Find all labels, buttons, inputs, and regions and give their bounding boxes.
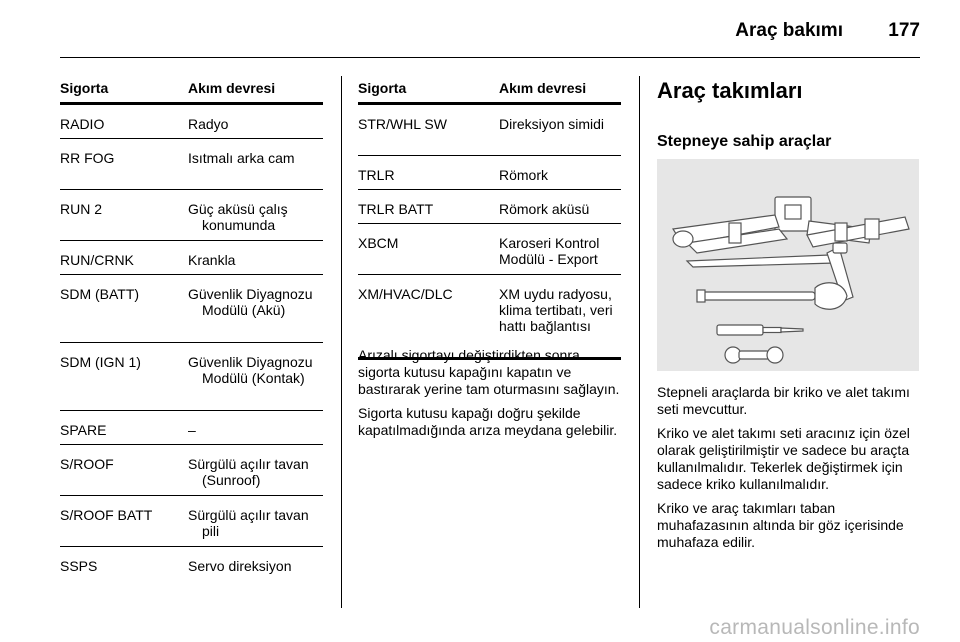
wrench-icon — [725, 347, 783, 363]
circuit-name: Güç aküsü çalış konumunda — [188, 201, 288, 233]
circuit-name: Römork — [499, 167, 549, 183]
table-row — [358, 156, 621, 190]
table-row — [60, 105, 323, 139]
circuit-name: Krankla — [188, 252, 236, 268]
circuit-name: – — [188, 422, 196, 438]
page-header — [60, 18, 920, 58]
paragraph: Stepneli araçlarda bir kriko ve alet takımı seti mevcuttur. — [657, 384, 910, 417]
scissor-jack-icon — [673, 197, 909, 253]
fuse-name: S/ROOF BATT — [60, 507, 153, 523]
table-row — [358, 105, 621, 156]
fuse-name: RUN 2 — [60, 201, 103, 217]
fuse-name: RR FOG — [60, 150, 115, 166]
fuse-name: SDM (BATT) — [60, 286, 140, 302]
circuit-name: Güvenlik Diyagnozu Modülü (Kontak) — [188, 354, 313, 386]
paragraph: Arızalı sigortayı değiştirdikten sonra sigorta kutusu kapağını kapatın ve bastırarak yerine tam oturmasını sağlayın. — [358, 347, 620, 397]
table-row — [358, 190, 621, 224]
table-row — [60, 496, 323, 547]
table-row — [358, 224, 621, 275]
header-title: Araç bakımı — [735, 20, 843, 41]
paragraph: Kriko ve araç takımları taban muhafazasının altında bir göz içerisinde muhafaza edilir. — [657, 500, 904, 550]
section-title: Araç takımları — [657, 78, 803, 103]
table-row — [60, 547, 323, 598]
fuse-name: TRLR BATT — [358, 201, 434, 217]
table-header — [358, 80, 621, 105]
header-circuit: Akım devresi — [188, 80, 276, 96]
column-divider — [639, 76, 640, 608]
fuse-table-left — [60, 80, 323, 598]
fuse-box-instructions — [358, 347, 620, 446]
header-fuse: Sigorta — [358, 80, 407, 96]
table-row — [60, 275, 323, 343]
fuse-name: RADIO — [60, 116, 105, 132]
screwdriver-icon — [717, 325, 803, 335]
column-divider — [341, 76, 342, 608]
towing-eye-icon — [697, 283, 847, 310]
circuit-name: Römork aküsü — [499, 201, 590, 217]
jack-tools-description — [657, 384, 919, 558]
circuit-name: Servo direksiyon — [188, 558, 292, 574]
jack-tools-illustration — [657, 159, 919, 371]
page-number: 177 — [888, 20, 920, 41]
circuit-name: Sürgülü açılır tavan (Sunroof) — [188, 456, 309, 488]
fuse-name: RUN/CRNK — [60, 252, 134, 268]
circuit-name: Direksiyon simidi — [499, 116, 605, 132]
header-circuit: Akım devresi — [499, 80, 587, 96]
fuse-name: S/ROOF — [60, 456, 114, 472]
fuse-name: SSPS — [60, 558, 98, 574]
subsection-title: Stepneye sahip araçlar — [657, 133, 832, 150]
table-row — [60, 241, 323, 275]
circuit-name: Karoseri Kontrol Modülü - Export — [499, 235, 600, 267]
fuse-name: SPARE — [60, 422, 107, 438]
circuit-name: Radyo — [188, 116, 229, 132]
fuse-table-right — [358, 80, 621, 360]
fuse-name: XBCM — [358, 235, 399, 251]
fuse-name: TRLR — [358, 167, 395, 183]
paragraph: Kriko ve alet takımı seti aracınız için özel olarak geliştirilmiştir ve sadece bu araçta kullanılmalıdır. Tekerlek değiştirmek için sadece kriko kullanılmalıdır. — [657, 425, 910, 492]
table-header — [60, 80, 323, 105]
jack-tools-image — [657, 159, 919, 371]
fuse-name: SDM (IGN 1) — [60, 354, 141, 370]
table-row — [60, 411, 323, 445]
fuse-name: XM/HVAC/DLC — [358, 286, 453, 302]
circuit-name: Güvenlik Diyagnozu Modülü (Akü) — [188, 286, 313, 318]
watermark: carmanualsonline.info — [709, 616, 920, 639]
table-row — [60, 139, 323, 190]
table-row — [60, 190, 323, 241]
paragraph: Sigorta kutusu kapağı doğru şekilde kapatılmadığında arıza meydana gelebilir. — [358, 405, 618, 438]
circuit-name: Sürgülü açılır tavan pili — [188, 507, 309, 539]
table-row — [60, 343, 323, 411]
table-row — [60, 445, 323, 496]
circuit-name: XM uydu radyosu, klima tertibatı, veri hattı bağlantısı — [499, 286, 613, 334]
circuit-name: Isıtmalı arka cam — [188, 150, 295, 166]
header-fuse: Sigorta — [60, 80, 109, 96]
fuse-name: STR/WHL SW — [358, 116, 447, 132]
